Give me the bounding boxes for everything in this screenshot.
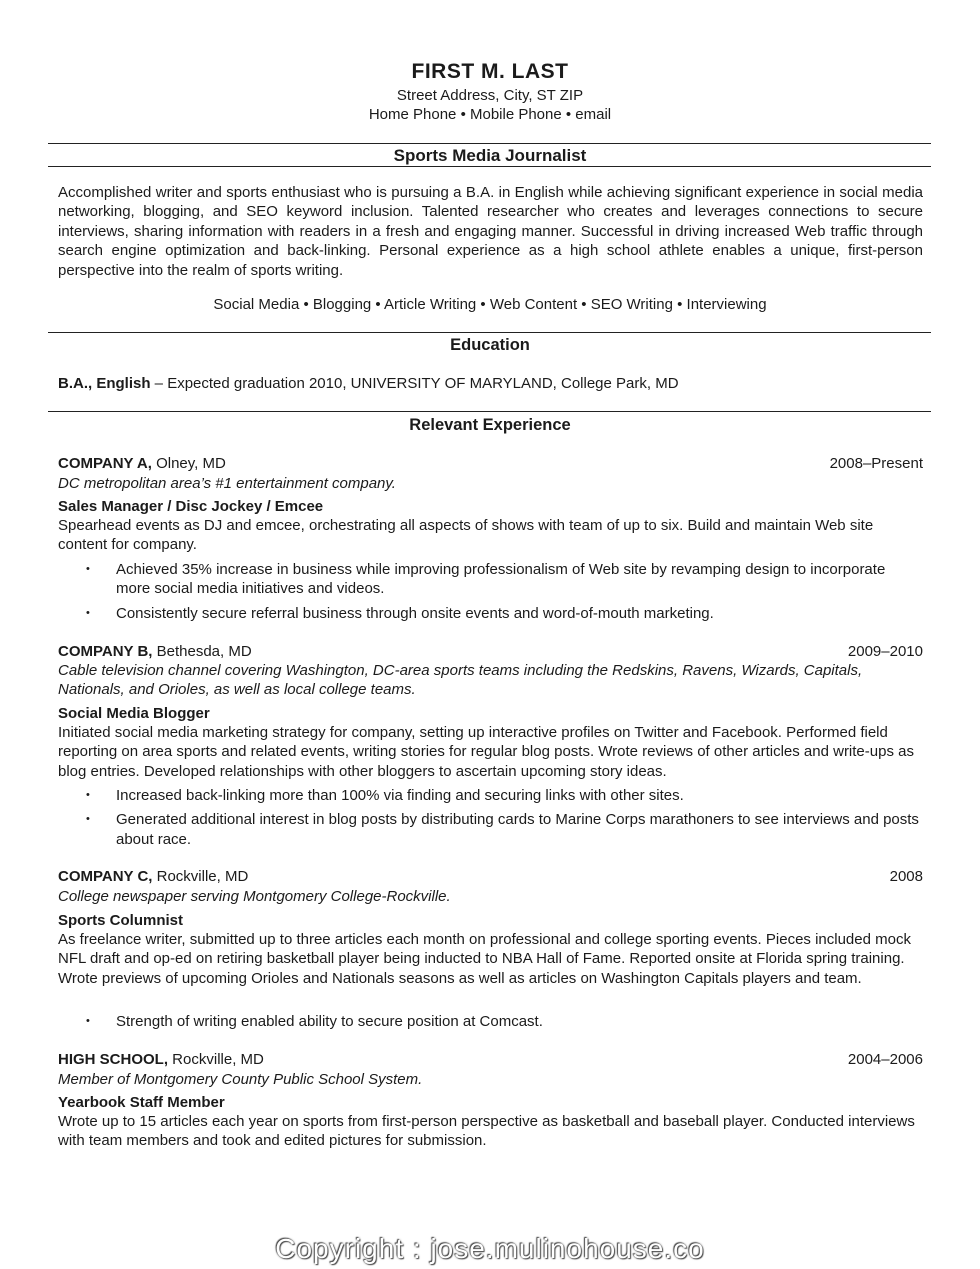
job-header <box>58 454 923 473</box>
street-address: Street Address, City, ST ZIP <box>396 87 584 104</box>
job-dates: 2008 <box>889 868 923 885</box>
resume-header <box>0 58 980 124</box>
achievement-item: • Generated additional interest in blog posts by distributing cards to Marine Corps marathoners to see interviews and posts about race. <box>58 810 923 849</box>
company-location: Bethesda, MD <box>152 643 252 660</box>
contact-line: Home Phone • Mobile Phone • email <box>368 106 612 123</box>
headline-title: Sports Media Journalist <box>393 146 587 165</box>
job-role: Sales Manager / Disc Jockey / Emcee <box>58 498 324 515</box>
company-name: COMPANY A, <box>58 455 152 472</box>
degree: B.A., English <box>58 375 151 392</box>
company-name: HIGH SCHOOL, <box>58 1051 169 1068</box>
achievement-list <box>58 786 923 854</box>
job-summary: Wrote up to 15 articles each year on sports from first-person perspective as basketball and baseball player. Conducted interviews with team members and took and edited pictures for submission. <box>58 1113 915 1150</box>
divider <box>48 166 931 167</box>
profile-summary: Accomplished writer and sports enthusiast who is pursuing a B.A. in English while achieving significant experience in social media networking, blogging, and SEO keyword inclusion. Talented researcher who creates and leverages connections to secure interviews, sharing information with readers in a fresh and engaging manner. Successful in driving increased Web traffic through search engine optimization and back-linking. Personal experience as a high school athlete enables a unique, first-person perspective into the realm of sports writing. <box>58 184 923 279</box>
company-description: Cable television channel covering Washington, DC-area sports teams including the Redskins, Ravens, Wizards, Capitals, Nationals, and Orioles, as well as local college teams. <box>58 662 863 699</box>
job-header <box>58 1050 923 1069</box>
candidate-name: FIRST M. LAST <box>411 60 569 83</box>
job-role: Sports Columnist <box>58 912 184 929</box>
company-description: College newspaper serving Montgomery College-Rockville. <box>58 888 451 905</box>
company-location: Olney, MD <box>151 455 226 472</box>
achievement-item: • Increased back-linking more than 100% via finding and securing links with other sites. <box>58 786 923 805</box>
job-header <box>58 642 923 661</box>
company-location: Rockville, MD <box>152 868 249 885</box>
job-dates: 2009–2010 <box>847 643 923 660</box>
education-entry <box>58 374 923 393</box>
company-location: Rockville, MD <box>168 1051 264 1068</box>
divider <box>48 332 931 333</box>
copyright-watermark: Copyright : jose.mulinohouse.co <box>275 1233 705 1264</box>
education-detail: – Expected graduation 2010, UNIVERSITY OF MARYLAND, College Park, MD <box>150 375 679 392</box>
achievement-item: • Strength of writing enabled ability to secure position at Comcast. <box>58 1012 923 1031</box>
company-description: DC metropolitan area’s #1 entertainment company. <box>58 475 396 492</box>
company-name: COMPANY C, <box>58 868 153 885</box>
job-dates: 2004–2006 <box>847 1051 923 1068</box>
achievement-list <box>58 560 923 628</box>
job-summary: Initiated social media marketing strategy for company, setting up interactive profiles on Twitter and Facebook. Performed field reporting on area sports and related events, writing stories for regular blog posts. Wrote reviews of other articles and write-ups as blog entries. Developed relationships with other bloggers to ascertain upcoming story ideas. <box>58 724 914 780</box>
job-role: Social Media Blogger <box>58 705 210 722</box>
job-header <box>58 867 923 886</box>
achievement-item: • Consistently secure referral business through onsite events and word-of-mouth marketing. <box>58 604 923 623</box>
achievement-list <box>58 1012 923 1036</box>
divider <box>48 411 931 412</box>
achievement-item: • Achieved 35% increase in business while improving professionalism of Web site by revamping design to incorporate more social media initiatives and videos. <box>58 560 923 599</box>
job-summary: Spearhead events as DJ and emcee, orchestrating all aspects of shows with team of up to six. Build and maintain Web site content for company. <box>58 517 874 554</box>
job-role: Yearbook Staff Member <box>58 1094 225 1111</box>
divider <box>48 143 931 144</box>
company-description: Member of Montgomery County Public School System. <box>58 1071 423 1088</box>
job-summary: As freelance writer, submitted up to three articles each month on professional and college sporting events. Pieces included mock NFL draft and op-ed on retiring basketball player being inducted to NBA Hall of Fame. Reported onsite at Florida spring training. Wrote previews of upcoming Orioles and Nationals seasons as well as articles on Washington Capitals players and team. <box>58 931 911 987</box>
skills-line: Social Media • Blogging • Article Writing • Web Content • SEO Writing • Interviewing <box>213 296 767 313</box>
company-name: COMPANY B, <box>58 643 153 660</box>
experience-title: Relevant Experience <box>409 416 571 434</box>
education-title: Education <box>450 336 530 354</box>
job-dates: 2008–Present <box>829 455 923 472</box>
